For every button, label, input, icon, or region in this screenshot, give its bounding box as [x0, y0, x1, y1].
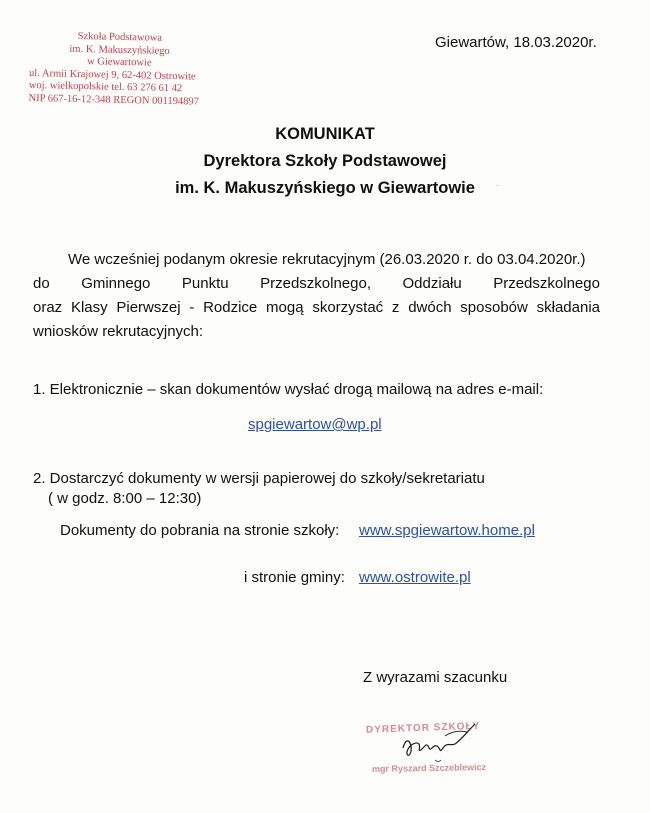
intro-word: Punktu: [181, 275, 229, 292]
intro-line-1: We wcześniej podanym okresie rekrutacyjnym (26.03.2020 r. do 03.04.2020r.): [68, 251, 586, 268]
paper-speck: ··: [495, 181, 501, 190]
director-stamp-name: mgr Ryszard Szczeblewicz: [371, 762, 487, 774]
gmina-website-link[interactable]: www.ostrowite.pl: [359, 569, 471, 586]
intro-word: Oddziału: [402, 275, 462, 292]
intro-line-4: wniosków rekrutacyjnych:: [33, 323, 204, 340]
handwritten-signature-icon: [395, 718, 485, 766]
docs-download-label: Dokumenty do pobrania na stronie szkoły:: [60, 522, 340, 539]
option-1-electronic: 1. Elektronicznie – skan dokumentów wysłać drogą mailową na adres e-mail:: [33, 381, 544, 398]
director-stamp-title: DYREKTOR SZKOŁY: [365, 720, 481, 736]
closing-regards: Z wyrazami szacunku: [363, 669, 508, 686]
intro-word: do: [33, 275, 50, 292]
stamp-line-patron: im. K. Makuszyńskiego: [69, 43, 170, 57]
title-director: Dyrektora Szkoły Podstawowej: [203, 152, 447, 170]
option-2-paper: 2. Dostarczyć dokumenty w wersji papierowej do szkoły/sekretariatu: [33, 470, 485, 487]
intro-line-2: [33, 272, 600, 296]
title-school: im. K. Makuszyńskiego w Giewartowie: [175, 179, 475, 197]
stamp-line-nip-regon: NIP 667-16-12-348 REGON 001194897: [28, 92, 200, 108]
document-date: Giewartów, 18.03.2020r.: [435, 34, 597, 51]
school-stamp: [28, 30, 230, 109]
intro-line-3: oraz Klasy Pierwszej - Rodzice mogą skorzystać z dwóch sposobów składania: [33, 299, 600, 316]
stamp-line-town: w Giewartowie: [87, 56, 152, 69]
office-hours: ( w godz. 8:00 – 12:30): [48, 490, 202, 507]
intro-word: Przedszkolnego,: [260, 275, 372, 292]
stamp-line-address: ul. Armii Krajowej 9, 62-402 Ostrowite: [28, 67, 196, 82]
title-komunikat: KOMUNIKAT: [275, 125, 375, 143]
intro-word: Przedszkolnego: [493, 275, 600, 292]
school-website-link[interactable]: www.spgiewartow.home.pl: [359, 522, 535, 539]
intro-word: Gminnego: [81, 275, 151, 292]
gmina-label: i stronie gminy:: [244, 569, 345, 586]
stamp-line-school: Szkoła Podstawowa: [77, 31, 163, 44]
email-link[interactable]: spgiewartow@wp.pl: [248, 416, 382, 433]
stamp-line-phone: woj. wielkopolskie tel. 63 276 61 42: [28, 79, 183, 95]
